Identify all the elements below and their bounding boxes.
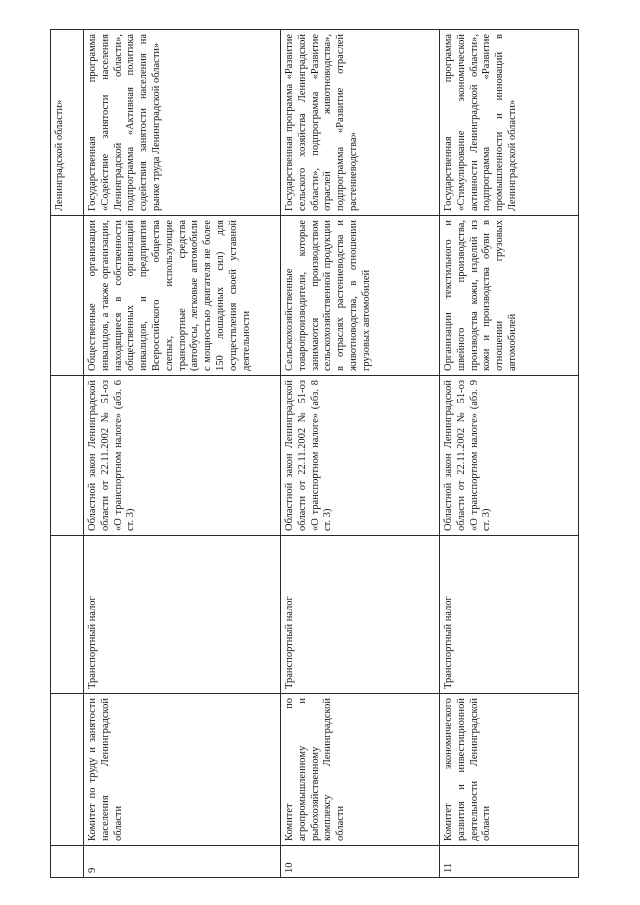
row-number: 9 [84, 846, 281, 878]
beneficiary-category-cell: Организации текстильного и швейного производства, производства кожи, изделий из кожи и производства обуви в отношении грузовых автомобилей [440, 216, 579, 376]
program-cell: Государственная программа «Стимулирование экономической активности Ленинградской области», подпрограмма «Развитие промышленности и инноваций в Ленинградской области» [440, 30, 579, 216]
table-cell [51, 846, 84, 878]
program-cell: Государственная программа «Развитие сельского хозяйства Ленинградской области», подпрограмма «Развитие отраслей животноводства», подпрограмма «Развитие отраслей растениеводства» [281, 30, 440, 216]
table-cell [51, 376, 84, 536]
tax-name-cell: Транспортный налог [281, 536, 440, 694]
table-row [51, 30, 84, 878]
responsible-body-cell: Комитет по агропромышленному и рыбохозяйственному комплексу Ленинградской области [281, 694, 440, 846]
row-number: 10 [281, 846, 440, 878]
table-row [440, 30, 579, 878]
legal-act-cell: Областной закон Ленинградской области от 22.11.2002 № 51-оз «О транспортном налоге» (абз. 8 ст. 3) [281, 376, 440, 536]
tax-benefits-table [50, 29, 579, 878]
legal-act-cell: Областной закон Ленинградской области от 22.11.2002 № 51-оз «О транспортном налоге» (абз. 9 ст. 3) [440, 376, 579, 536]
responsible-body-cell: Комитет экономического развития и инвестиционной деятельности Ленинградской области [440, 694, 579, 846]
responsible-body-cell: Комитет по труду и занятости населения Ленинградской области [84, 694, 281, 846]
program-cell: Государственная программа «Содействие занятости населения Ленинградской области», подпрограмма «Активная политика содействия занятости населения на рынке труда Ленинградской области» [84, 30, 281, 216]
rotated-page [50, 30, 605, 878]
tax-name-cell: Транспортный налог [440, 536, 579, 694]
program-cell: Ленинградской области» [51, 30, 84, 216]
table-cell [51, 216, 84, 376]
beneficiary-category-cell: Общественные организации инвалидов, а также организации, находящиеся в собственности общественных организаций инвалидов, и предприятия Всероссийского общества слепых, использующие транспортные средства (автобусы, легковые автомобили с мощностью двигателя не более 150 лошадиных сил) для осуществления своей уставной деятельности [84, 216, 281, 376]
table-cell [51, 536, 84, 694]
legal-act-cell: Областной закон Ленинградской области от 22.11.2002 № 51-оз «О транспортном налоге» (абз. 6 ст. 3) [84, 376, 281, 536]
beneficiary-category-cell: Сельскохозяйственные товаропроизводители, которые занимаются производством сельскохозяйственной продукции в отраслях растениеводства и животноводства, в отношении грузовых автомобилей [281, 216, 440, 376]
tax-name-cell: Транспортный налог [84, 536, 281, 694]
table-cell [51, 694, 84, 846]
table-row [84, 30, 281, 878]
row-number: 11 [440, 846, 579, 878]
table-row [281, 30, 440, 878]
